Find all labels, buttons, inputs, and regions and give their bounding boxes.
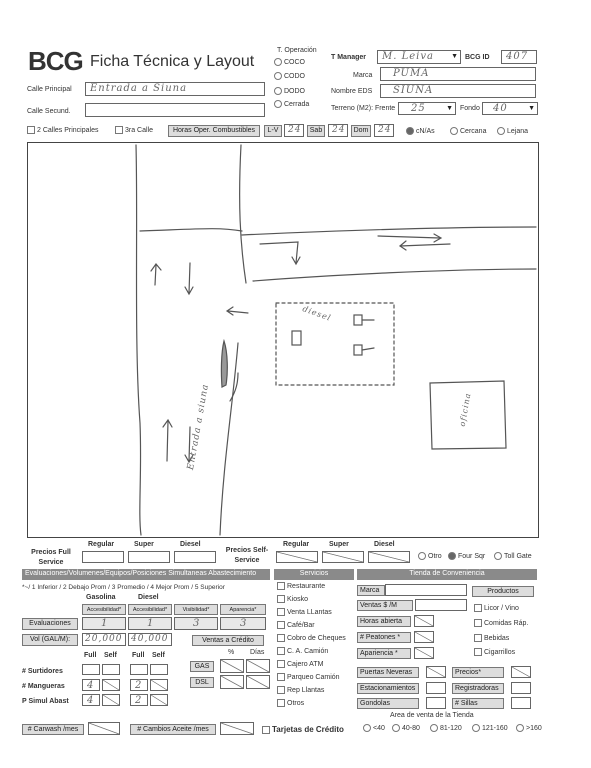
tarjetas-credito-checkbox[interactable]: Tarjetas de Crédito xyxy=(262,725,344,734)
bcg-id-label: BCG ID xyxy=(465,54,490,61)
mangueras-self-diesel[interactable] xyxy=(150,679,168,691)
t-operacion-cerrada[interactable]: Cerrada xyxy=(274,100,309,108)
eval-col-4: Aparencia* xyxy=(220,604,266,615)
vol-gas-field[interactable] xyxy=(82,633,126,646)
dist-cnas-radio[interactable]: cN/As xyxy=(406,127,435,135)
evaluaciones-bar: Evaluaciones/Volumenes/Equipos/Posiciones Simultaneas Abastecimiento xyxy=(22,569,270,580)
servicio-cafe-bar[interactable]: Café/Bar xyxy=(277,621,357,634)
checkbox-icon[interactable] xyxy=(474,648,482,656)
gas-pct[interactable] xyxy=(220,659,244,673)
radio-icon[interactable] xyxy=(450,127,458,135)
t-manager-select[interactable] xyxy=(377,50,461,64)
gas-label: GAS xyxy=(190,661,214,672)
mode-four-sqr-radio[interactable]: Four Sqr xyxy=(448,552,485,560)
eval-value-4: 3 xyxy=(240,618,248,629)
tienda-apariencia-label: Apariencia * xyxy=(357,648,411,659)
full-diesel-label: Full xyxy=(132,652,145,659)
dodo-radio[interactable] xyxy=(274,87,282,95)
simul-full-gas[interactable] xyxy=(82,694,100,706)
gondolas-field[interactable] xyxy=(426,697,446,709)
dsl-dias[interactable] xyxy=(246,675,270,689)
tienda-marca-field[interactable] xyxy=(385,584,467,596)
dom-label: Dom xyxy=(351,125,371,137)
checkbox-icon[interactable] xyxy=(277,582,285,590)
t-manager-label: T Manager xyxy=(331,54,367,61)
tienda-ventas-label: Ventas $ /M xyxy=(357,600,413,611)
t-manager-value: M. Leiva xyxy=(382,51,434,62)
vol-label: Vol (GAL/M): xyxy=(22,634,78,646)
dom-field[interactable] xyxy=(374,124,394,137)
area-venta-label: Area de venta de la Tienda xyxy=(390,712,474,719)
vol-gas-value: 20,000 xyxy=(85,634,123,644)
sketch-label-oficina: oficina xyxy=(457,391,473,428)
t-operacion-codo[interactable]: CODO xyxy=(274,72,305,80)
estacionamientos-label: Estacionamientos xyxy=(357,683,419,694)
simul-self-gas[interactable] xyxy=(102,694,120,706)
marca-label: Marca xyxy=(353,72,373,79)
vol-diesel-field[interactable] xyxy=(128,633,172,646)
precios-self-col-diesel: Diesel xyxy=(374,541,395,548)
precio-full-regular[interactable] xyxy=(82,551,124,563)
servicio-cobro-cheques[interactable]: Cobro de Cheques xyxy=(277,634,357,647)
sketch-label-diesel: diesel xyxy=(301,304,333,323)
radio-icon[interactable] xyxy=(448,552,456,560)
radio-icon[interactable] xyxy=(406,127,414,135)
area-option-4[interactable]: 121-160 xyxy=(472,724,508,732)
evaluaciones-row-label: Evaluaciones xyxy=(22,618,78,630)
radio-icon[interactable] xyxy=(363,724,371,732)
producto-cigarrillos[interactable]: Cigarrillos xyxy=(474,648,515,656)
fondo-value: 40 xyxy=(493,103,508,114)
precios-full-col-diesel: Diesel xyxy=(180,541,201,548)
coco-radio[interactable] xyxy=(274,58,282,66)
tienda-bar: Tienda de Conveniencia xyxy=(357,569,537,580)
surtidores-self-gas[interactable] xyxy=(102,664,120,675)
radio-icon[interactable] xyxy=(430,724,438,732)
calle-principal-value: Entrada a Siuna xyxy=(90,83,188,94)
eval-value-2: 1 xyxy=(147,618,155,629)
precios-full-col-regular: Regular xyxy=(88,541,115,548)
dsl-pct[interactable] xyxy=(220,675,244,689)
marca-value: PUMA xyxy=(393,68,430,79)
mangueras-diesel-value: 2 xyxy=(135,680,143,691)
checkbox-icon[interactable] xyxy=(277,673,285,681)
mode-toll-gate-radio[interactable]: Toll Gate xyxy=(494,552,532,560)
mangueras-full-diesel[interactable] xyxy=(130,679,148,691)
tienda-horas-label: Horas abierta xyxy=(357,616,411,627)
cambios-aceite-label: # Cambios Aceite /mes xyxy=(130,724,216,735)
tienda-peatones-label: # Peatones * xyxy=(357,632,411,643)
eval-value-1: 1 xyxy=(101,618,109,629)
carwash-field[interactable] xyxy=(88,722,120,735)
puertas-field[interactable] xyxy=(426,666,446,678)
eval-col-2: Accesibilidad* xyxy=(128,604,172,615)
productos-label: Productos xyxy=(472,586,534,597)
registradoras-field[interactable] xyxy=(511,682,531,694)
surtidores-self-diesel[interactable] xyxy=(150,664,168,675)
dias-label: Días xyxy=(250,649,265,656)
eval-value-3: 3 xyxy=(193,618,201,629)
mangueras-full-gas[interactable] xyxy=(82,679,100,691)
checkbox-icon[interactable] xyxy=(27,126,35,134)
ventas-credito-label: Ventas a Crédito xyxy=(192,635,264,646)
mode-otro-radio[interactable]: Otro xyxy=(418,552,442,560)
eval-cell-2[interactable] xyxy=(128,617,172,630)
marca-field[interactable] xyxy=(380,67,536,81)
checkbox-icon[interactable] xyxy=(277,634,285,642)
servicio-venta-llantas[interactable]: Venta LLantas xyxy=(277,608,357,621)
sab-value: 24 xyxy=(332,125,346,135)
codo-radio[interactable] xyxy=(274,72,282,80)
dist-cercana-radio[interactable]: Cercana xyxy=(450,127,486,135)
dom-value: 24 xyxy=(378,125,392,135)
servicio-cajero-atm[interactable]: Cajero ATM xyxy=(277,660,357,673)
sketch-drawing xyxy=(28,143,538,537)
simul-diesel-value: 2 xyxy=(135,695,143,706)
precios-self-label: Precios Self-Service xyxy=(225,547,269,564)
eval-cell-3[interactable] xyxy=(174,617,218,630)
cerrada-radio[interactable] xyxy=(274,100,282,108)
estacionamientos-field[interactable] xyxy=(426,682,446,694)
radio-icon[interactable] xyxy=(418,552,426,560)
t-operacion-coco[interactable]: COCO xyxy=(274,58,305,66)
servicio-parqueo-camion[interactable]: Parqueo Camión xyxy=(277,673,357,686)
chevron-down-icon: ▼ xyxy=(446,105,453,112)
tercera-calle-checkbox[interactable]: 3ra Calle xyxy=(115,126,153,134)
simul-label: P Simul Abast xyxy=(22,698,69,705)
eval-cell-4[interactable] xyxy=(220,617,266,630)
checkbox-icon[interactable] xyxy=(277,595,285,603)
eval-col-3: Visibilidad* xyxy=(174,604,218,615)
form-title: Ficha Técnica y Layout xyxy=(90,53,255,70)
mangueras-label: # Mangueras xyxy=(22,683,65,690)
eval-col-1: Accesibilidad* xyxy=(82,604,126,615)
calle-secund-label: Calle Secund. xyxy=(27,108,71,115)
puertas-label: Puertas Neveras xyxy=(357,667,419,678)
horas-oper-button[interactable]: Horas Oper. Combustibles xyxy=(168,125,260,137)
chevron-down-icon: ▼ xyxy=(528,105,535,112)
vol-diesel-value: 40,000 xyxy=(131,634,169,644)
calle-secund-field[interactable] xyxy=(85,103,265,117)
sketch-label-entrada: Entrada a siuna xyxy=(186,382,212,471)
servicio-kiosko[interactable]: Kiosko xyxy=(277,595,357,608)
lv-label: L-V xyxy=(264,125,282,137)
t-operacion-dodo[interactable]: DODO xyxy=(274,87,305,95)
bcg-logo: BCG xyxy=(28,46,83,76)
diesel-label: Diesel xyxy=(138,594,159,601)
gasolina-label: Gasolina xyxy=(86,594,116,601)
precios-full-col-super: Super xyxy=(134,541,154,548)
checkbox-icon[interactable] xyxy=(262,726,270,734)
terreno-label: Terreno (M2): Frente xyxy=(331,105,396,112)
servicio-restaurante[interactable]: Restaurante xyxy=(277,582,357,595)
area-option-1[interactable]: <40 xyxy=(363,724,385,732)
producto-comidas[interactable]: Comidas Ráp. xyxy=(474,619,528,627)
radio-icon[interactable] xyxy=(472,724,480,732)
servicios-list xyxy=(277,582,357,712)
self-gas-label: Self xyxy=(104,652,117,659)
registradoras-label: Registradoras xyxy=(452,683,504,694)
mangueras-gas-value: 4 xyxy=(87,680,95,691)
gondolas-label: Gondolas xyxy=(357,698,419,709)
servicio-rep-llantas[interactable]: Rep Llantas xyxy=(277,686,357,699)
nombre-eds-value: SIUNA xyxy=(393,85,434,96)
area-option-3[interactable]: 81-120 xyxy=(430,724,462,732)
precio-full-diesel[interactable] xyxy=(174,551,216,563)
checkbox-icon[interactable] xyxy=(474,604,482,612)
dsl-label: DSL xyxy=(190,677,214,688)
calle-principal-label: Calle Principal xyxy=(27,86,72,93)
mangueras-self-gas[interactable] xyxy=(102,679,120,691)
checkbox-icon[interactable] xyxy=(474,634,482,642)
self-diesel-label: Self xyxy=(152,652,165,659)
tienda-marca-label: Marca xyxy=(357,585,385,596)
precio-full-super[interactable] xyxy=(128,551,170,563)
area-option-5[interactable]: >160 xyxy=(516,724,542,732)
frente-select[interactable] xyxy=(398,102,456,115)
tienda-ventas-field[interactable] xyxy=(415,599,467,611)
checkbox-icon[interactable] xyxy=(277,647,285,655)
checkbox-icon[interactable] xyxy=(474,619,482,627)
precios-full-label: Precios Full Service xyxy=(31,549,71,566)
tienda-peatones-field[interactable] xyxy=(414,631,434,643)
checkbox-icon[interactable] xyxy=(277,621,285,629)
t-operacion-label: T. Operación xyxy=(277,47,317,54)
gas-dias[interactable] xyxy=(246,659,270,673)
simul-gas-value: 4 xyxy=(87,695,95,706)
producto-licor[interactable]: Licor / Vino xyxy=(474,604,519,612)
checkbox-icon[interactable] xyxy=(277,699,285,707)
simul-full-diesel[interactable] xyxy=(130,694,148,706)
frente-value: 25 xyxy=(411,103,426,114)
precios-self-col-regular: Regular xyxy=(283,541,310,548)
fondo-select[interactable] xyxy=(482,102,538,115)
eval-scale: *~/ 1 Inferior / 2 Debajo Prom / 3 Promedio / 4 Mejor Prom / 5 Superior xyxy=(22,584,225,591)
servicios-bar: Servicios xyxy=(274,569,354,580)
tienda-apariencia-field[interactable] xyxy=(414,647,434,659)
chevron-down-icon: ▼ xyxy=(451,53,458,60)
checkbox-icon[interactable] xyxy=(277,608,285,616)
nombre-eds-label: Nombre EDS xyxy=(331,88,373,95)
layout-sketch-area[interactable] xyxy=(27,142,539,538)
fondo-label: Fondo xyxy=(460,105,480,112)
checkbox-icon[interactable] xyxy=(277,686,285,694)
precios-tienda-field[interactable] xyxy=(511,666,531,678)
surtidores-label: # Surtidores xyxy=(22,668,63,675)
precios-tienda-label: Precios* xyxy=(452,667,504,678)
dist-lejana-radio[interactable]: Lejana xyxy=(497,127,528,135)
precio-self-super[interactable] xyxy=(322,551,364,563)
tienda-horas-field[interactable] xyxy=(414,615,434,627)
eval-cell-1[interactable] xyxy=(82,617,126,630)
precio-self-diesel[interactable] xyxy=(368,551,410,563)
carwash-label: # Carwash /mes xyxy=(22,724,84,735)
radio-icon[interactable] xyxy=(516,724,524,732)
sab-field[interactable] xyxy=(328,124,348,137)
sillas-label: # Sillas xyxy=(452,698,504,709)
surtidores-full-diesel[interactable] xyxy=(130,664,148,675)
area-option-2[interactable]: 40-80 xyxy=(392,724,420,732)
precio-self-regular[interactable] xyxy=(276,551,318,563)
producto-bebidas[interactable]: Bebidas xyxy=(474,634,509,642)
pct-label: % xyxy=(228,649,235,656)
servicio-ca-camion[interactable]: C. A. Camión xyxy=(277,647,357,660)
servicio-otros[interactable]: Otros xyxy=(277,699,357,712)
simul-self-diesel[interactable] xyxy=(150,694,168,706)
radio-icon[interactable] xyxy=(392,724,400,732)
nombre-eds-field[interactable] xyxy=(380,84,536,98)
full-gas-label: Full xyxy=(84,652,97,659)
dos-calles-checkbox[interactable]: 2 Calles Principales xyxy=(27,126,98,134)
checkbox-icon[interactable] xyxy=(277,660,285,668)
cambios-aceite-field[interactable] xyxy=(220,722,254,735)
sillas-field[interactable] xyxy=(511,697,531,709)
bcg-id-value: 407 xyxy=(506,51,529,62)
calle-principal-field[interactable] xyxy=(85,82,265,96)
precios-self-col-super: Super xyxy=(329,541,349,548)
lv-field[interactable] xyxy=(284,124,304,137)
checkbox-icon[interactable] xyxy=(115,126,123,134)
radio-icon[interactable] xyxy=(497,127,505,135)
sab-label: Sab xyxy=(307,125,325,137)
lv-value: 24 xyxy=(288,125,302,135)
bcg-id-field[interactable] xyxy=(501,50,537,64)
surtidores-full-gas[interactable] xyxy=(82,664,100,675)
radio-icon[interactable] xyxy=(494,552,502,560)
